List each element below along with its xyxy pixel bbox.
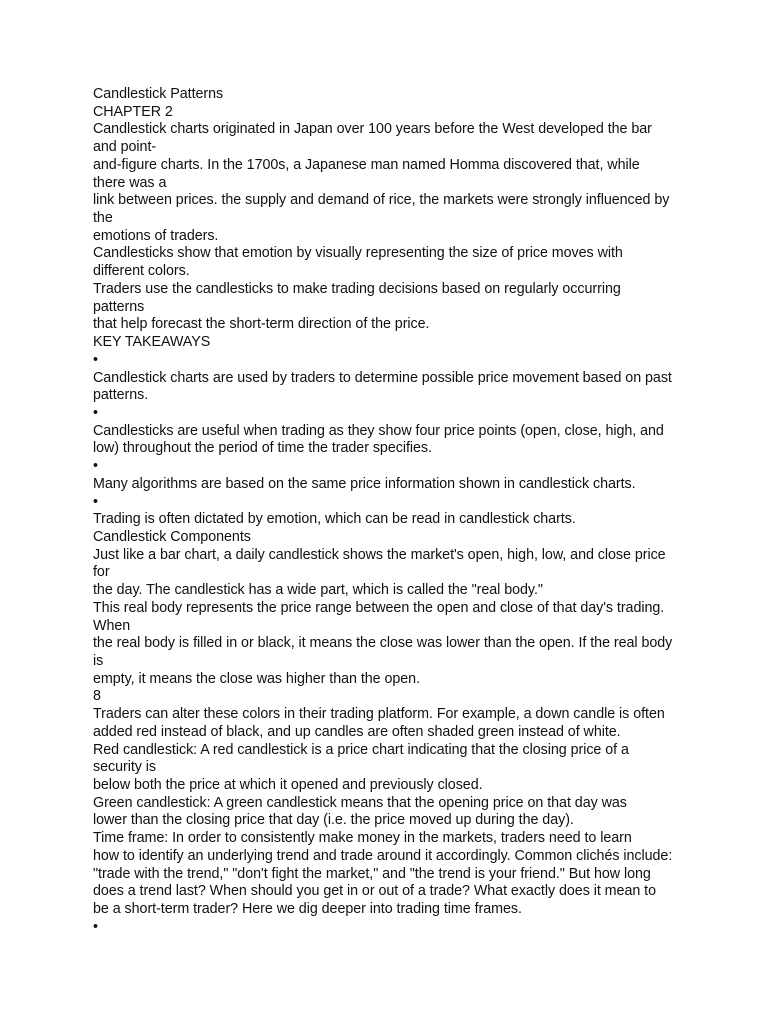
text-line: Candlesticks show that emotion by visually representing the size of price moves with (93, 245, 623, 262)
bullet-marker: • (93, 458, 98, 475)
text-line: added red instead of black, and up candles are often shaded green instead of white. (93, 723, 621, 740)
text-line: for (93, 564, 110, 581)
text-line: Many algorithms are based on the same price information shown in candlestick charts. (93, 475, 636, 492)
text-line: the day. The candlestick has a wide part, which is called the "real body." (93, 582, 543, 599)
text-line: the real body is filled in or black, it means the close was lower than the open. If the real body (93, 635, 673, 652)
bullet-marker: • (93, 493, 98, 510)
text-line: lower than the closing price that day (i.e. the price moved up during the day). (93, 812, 574, 829)
text-line: emotions of traders. (93, 227, 219, 244)
text-line: and point- (93, 139, 157, 156)
text-line: there was a (93, 174, 167, 191)
section-heading: Candlestick Components (93, 528, 251, 545)
text-line: Candlesticks are useful when trading as they show four price points (open, close, high, and (93, 422, 664, 439)
text-line: Just like a bar chart, a daily candlestick shows the market's open, high, low, and close price (93, 546, 666, 563)
text-line: below both the price at which it opened and previously closed. (93, 777, 483, 794)
text-line: Candlestick charts are used by traders to determine possible price movement based on past (93, 369, 672, 386)
text-line: link between prices. the supply and demand of rice, the markets were strongly influenced by (93, 192, 670, 209)
chapter-heading: CHAPTER 2 (93, 103, 173, 120)
text-line: be a short-term trader? Here we dig deeper into trading time frames. (93, 901, 522, 918)
text-line: how to identify an underlying trend and trade around it accordingly. Common clichés include: (93, 847, 673, 864)
page-number: 8 (93, 688, 101, 705)
key-takeaways-heading: KEY TAKEAWAYS (93, 334, 211, 351)
text-line: patterns. (93, 387, 149, 404)
text-line: empty, it means the close was higher than the open. (93, 670, 420, 687)
text-line: is (93, 653, 104, 669)
bullet-marker: • (93, 918, 98, 935)
text-line: Trading is often dictated by emotion, which can be read in candlestick charts. (93, 511, 576, 528)
text-line: patterns (93, 298, 145, 315)
text-line: low) throughout the period of time the trader specifies. (93, 440, 432, 457)
text-line: Red candlestick: A red candlestick is a price chart indicating that the closing price of a (93, 741, 629, 758)
bullet-marker: • (93, 404, 98, 421)
text-line: the (93, 210, 113, 227)
text-line: and-figure charts. In the 1700s, a Japanese man named Homma discovered that, while (93, 156, 640, 173)
text-line: When (93, 617, 131, 634)
text-line: different colors. (93, 263, 190, 280)
text-line: "trade with the trend," "don't fight the market," and "the trend is your friend." But how long (93, 865, 651, 882)
text-line: This real body represents the price range between the open and close of that day's trading. (93, 599, 665, 616)
document-title: Candlestick Patterns (93, 86, 224, 102)
text-line: Traders use the candlesticks to make trading decisions based on regularly occurring (93, 280, 621, 297)
text-line: Time frame: In order to consistently make money in the markets, traders need to learn (93, 830, 632, 847)
text-line: Candlestick charts originated in Japan over 100 years before the West developed the bar (93, 121, 652, 138)
text-line: does a trend last? When should you get in or out of a trade? What exactly does it mean to (93, 883, 656, 900)
text-line: Green candlestick: A green candlestick means that the opening price on that day was (93, 794, 627, 811)
text-line: security is (93, 759, 157, 776)
document-body (93, 86, 693, 937)
text-line: Traders can alter these colors in their trading platform. For example, a down candle is often (93, 706, 665, 723)
bullet-marker: • (93, 351, 98, 368)
text-line: that help forecast the short-term direction of the price. (93, 316, 430, 333)
